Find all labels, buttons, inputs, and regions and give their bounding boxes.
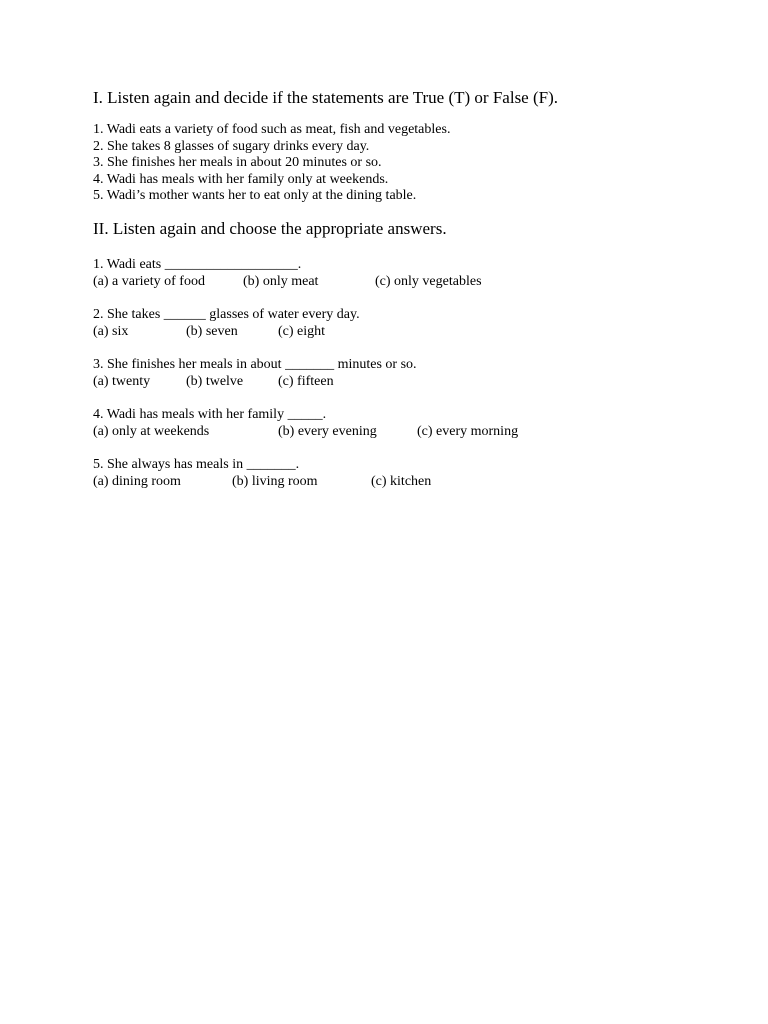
question-2 [93, 306, 733, 340]
question-3-stem: 3. She finishes her meals in about _______ minutes or so. [93, 356, 417, 372]
question-3-option-a: (a) twenty [93, 373, 151, 389]
question-3 [93, 356, 733, 390]
question-5-option-a: (a) dining room [93, 473, 181, 489]
question-4-options [93, 423, 733, 440]
question-3-option-c: (c) fifteen [278, 373, 334, 389]
question-5-option-c: (c) kitchen [371, 473, 432, 489]
statement-4: 4. Wadi has meals with her family only at weekends. [93, 171, 389, 187]
question-5-stem: 5. She always has meals in _______. [93, 456, 300, 472]
question-1-option-c: (c) only vegetables [375, 273, 482, 289]
question-5-option-b: (b) living room [232, 473, 318, 489]
question-1 [93, 256, 733, 290]
question-5 [93, 456, 733, 490]
question-1-option-b: (b) only meat [243, 273, 319, 289]
question-5-options [93, 473, 733, 490]
question-3-options [93, 373, 733, 390]
question-4-option-b: (b) every evening [278, 423, 377, 439]
question-2-stem: 2. She takes ______ glasses of water every day. [93, 306, 360, 322]
worksheet [93, 86, 733, 490]
question-2-option-a: (a) six [93, 323, 129, 339]
statement-1: 1. Wadi eats a variety of food such as meat, fish and vegetables. [93, 122, 451, 137]
question-2-option-c: (c) eight [278, 323, 326, 339]
statement-3: 3. She finishes her meals in about 20 minutes or so. [93, 155, 382, 171]
question-4-option-a: (a) only at weekends [93, 423, 210, 439]
question-2-options [93, 323, 733, 340]
statement-2: 2. She takes 8 glasses of sugary drinks every day. [93, 138, 370, 154]
question-1-stem: 1. Wadi eats ___________________. [93, 256, 302, 272]
question-4-option-c: (c) every morning [417, 423, 519, 439]
question-4-stem: 4. Wadi has meals with her family _____. [93, 406, 327, 422]
question-2-option-b: (b) seven [186, 323, 238, 339]
section-1-heading: I. Listen again and decide if the statements are True (T) or False (F). [93, 88, 559, 107]
question-3-option-b: (b) twelve [186, 373, 244, 389]
question-4 [93, 406, 733, 440]
section-2-heading: II. Listen again and choose the appropriate answers. [93, 218, 447, 238]
question-1-options [93, 273, 733, 290]
question-1-option-a: (a) a variety of food [93, 273, 205, 289]
statement-5: 5. Wadi’s mother wants her to eat only at the dining table. [93, 188, 417, 204]
true-false-statement-list [93, 122, 733, 205]
